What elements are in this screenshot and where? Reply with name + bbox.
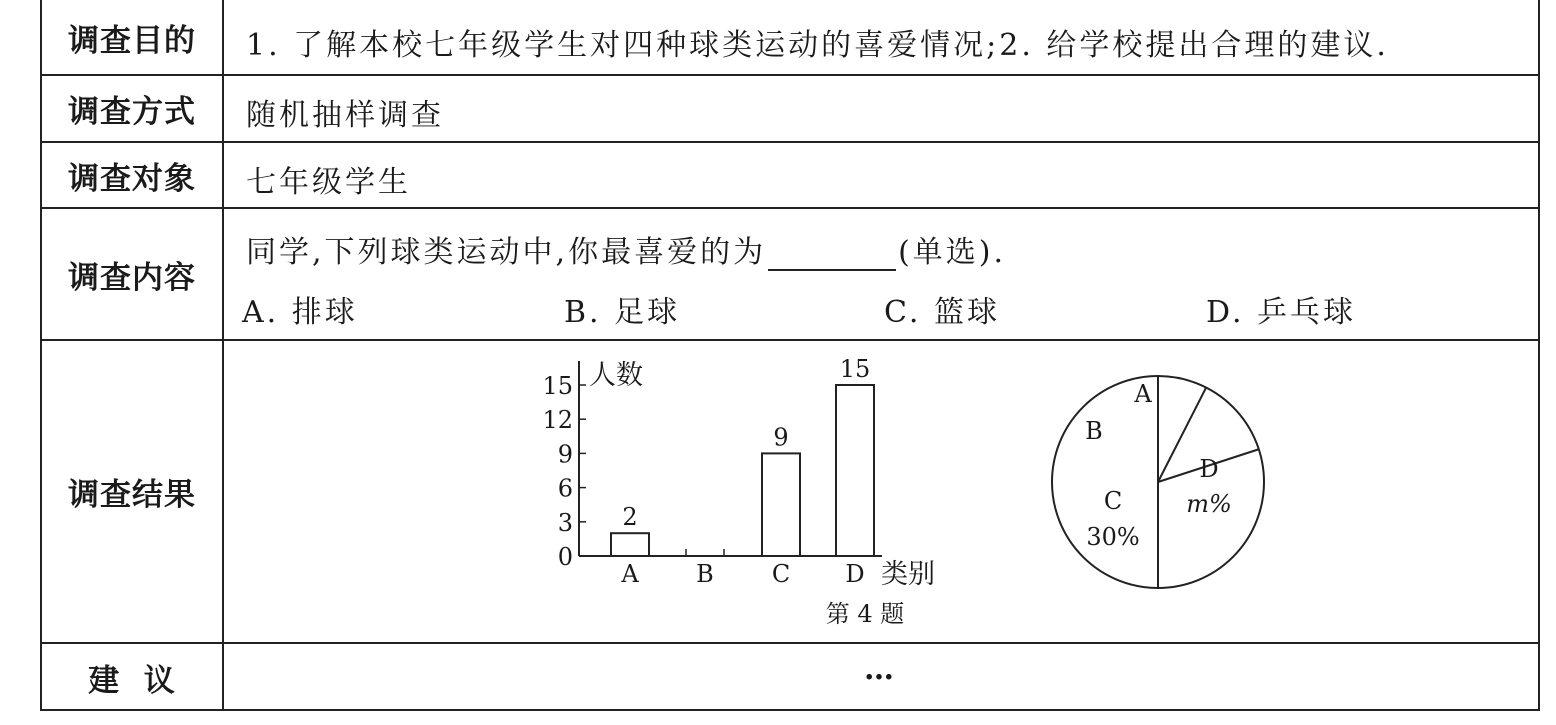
subject-cell [224, 143, 1538, 207]
x-tick-label: D [845, 560, 865, 588]
option-a: A. 排球 [242, 295, 358, 330]
pie-slice-label: D [1199, 455, 1219, 483]
row-purpose [42, 0, 1538, 76]
question [246, 227, 1006, 271]
bar-data-label: 15 [839, 355, 871, 383]
bar [611, 533, 649, 556]
row-result [42, 341, 1538, 644]
method-label: 调查方式 [42, 76, 224, 141]
purpose-text: 1. 了解本校七年级学生对四种球类运动的喜爱情况;2. 给学校提出合理的建议. [246, 28, 1389, 63]
option-d: D. 乒乓球 [1206, 295, 1357, 330]
x-tick-label: C [771, 560, 791, 588]
y-tick-label: 0 [557, 543, 573, 571]
row-subject [42, 143, 1538, 209]
x-tick-label: A [621, 560, 639, 588]
suggestion-label: 建 议 [42, 644, 224, 711]
purpose-cell [224, 0, 1538, 74]
y-tick-label: 3 [557, 508, 573, 537]
x-axis-title: 类别 [881, 559, 935, 590]
result-label: 调查结果 [42, 341, 224, 642]
y-tick-label: 9 [557, 440, 573, 469]
y-axis-title: 人数 [589, 360, 643, 391]
subject-label: 调查对象 [42, 143, 224, 207]
row-method [42, 76, 1538, 143]
option-c: C. 篮球 [884, 295, 1000, 330]
bar-data-label: 2 [622, 503, 638, 532]
suggestion-cell [224, 644, 1538, 711]
content-cell [224, 209, 1538, 339]
y-tick-label: 12 [542, 406, 573, 435]
subject-text: 七年级学生 [246, 165, 411, 200]
option-b: B. 足球 [564, 295, 681, 330]
bar [762, 453, 800, 556]
y-tick-label: 6 [557, 474, 573, 503]
result-cell [224, 341, 1538, 642]
ellipsis: … [864, 652, 895, 687]
question-text: 同学,下列球类运动中,你最喜爱的为 [246, 235, 767, 270]
answer-blank [768, 243, 896, 271]
pie-slice-label: A [1134, 380, 1152, 408]
method-text: 随机抽样调查 [246, 98, 444, 133]
y-tick-label: 15 [542, 372, 573, 400]
pie-chart [1052, 376, 1264, 588]
pie-slice-value: 30% [1086, 523, 1140, 551]
row-content [42, 209, 1538, 341]
figure-caption: 第 4 题 [825, 600, 905, 628]
method-cell [224, 76, 1538, 141]
bar-data-label: 9 [773, 423, 789, 452]
row-suggestion [42, 644, 1538, 711]
purpose-label: 调查目的 [42, 0, 224, 74]
bar-chart [542, 355, 935, 590]
bar [836, 385, 874, 556]
survey-table [40, 0, 1540, 711]
pie-slice-label: B [1085, 417, 1103, 445]
question-suffix: (单选). [898, 235, 1007, 270]
pie-slice-label: C [1103, 487, 1123, 515]
result-charts [224, 341, 1540, 641]
content-label: 调查内容 [42, 209, 224, 339]
x-tick-label: B [696, 560, 714, 588]
pie-slice-value: m% [1186, 490, 1232, 518]
